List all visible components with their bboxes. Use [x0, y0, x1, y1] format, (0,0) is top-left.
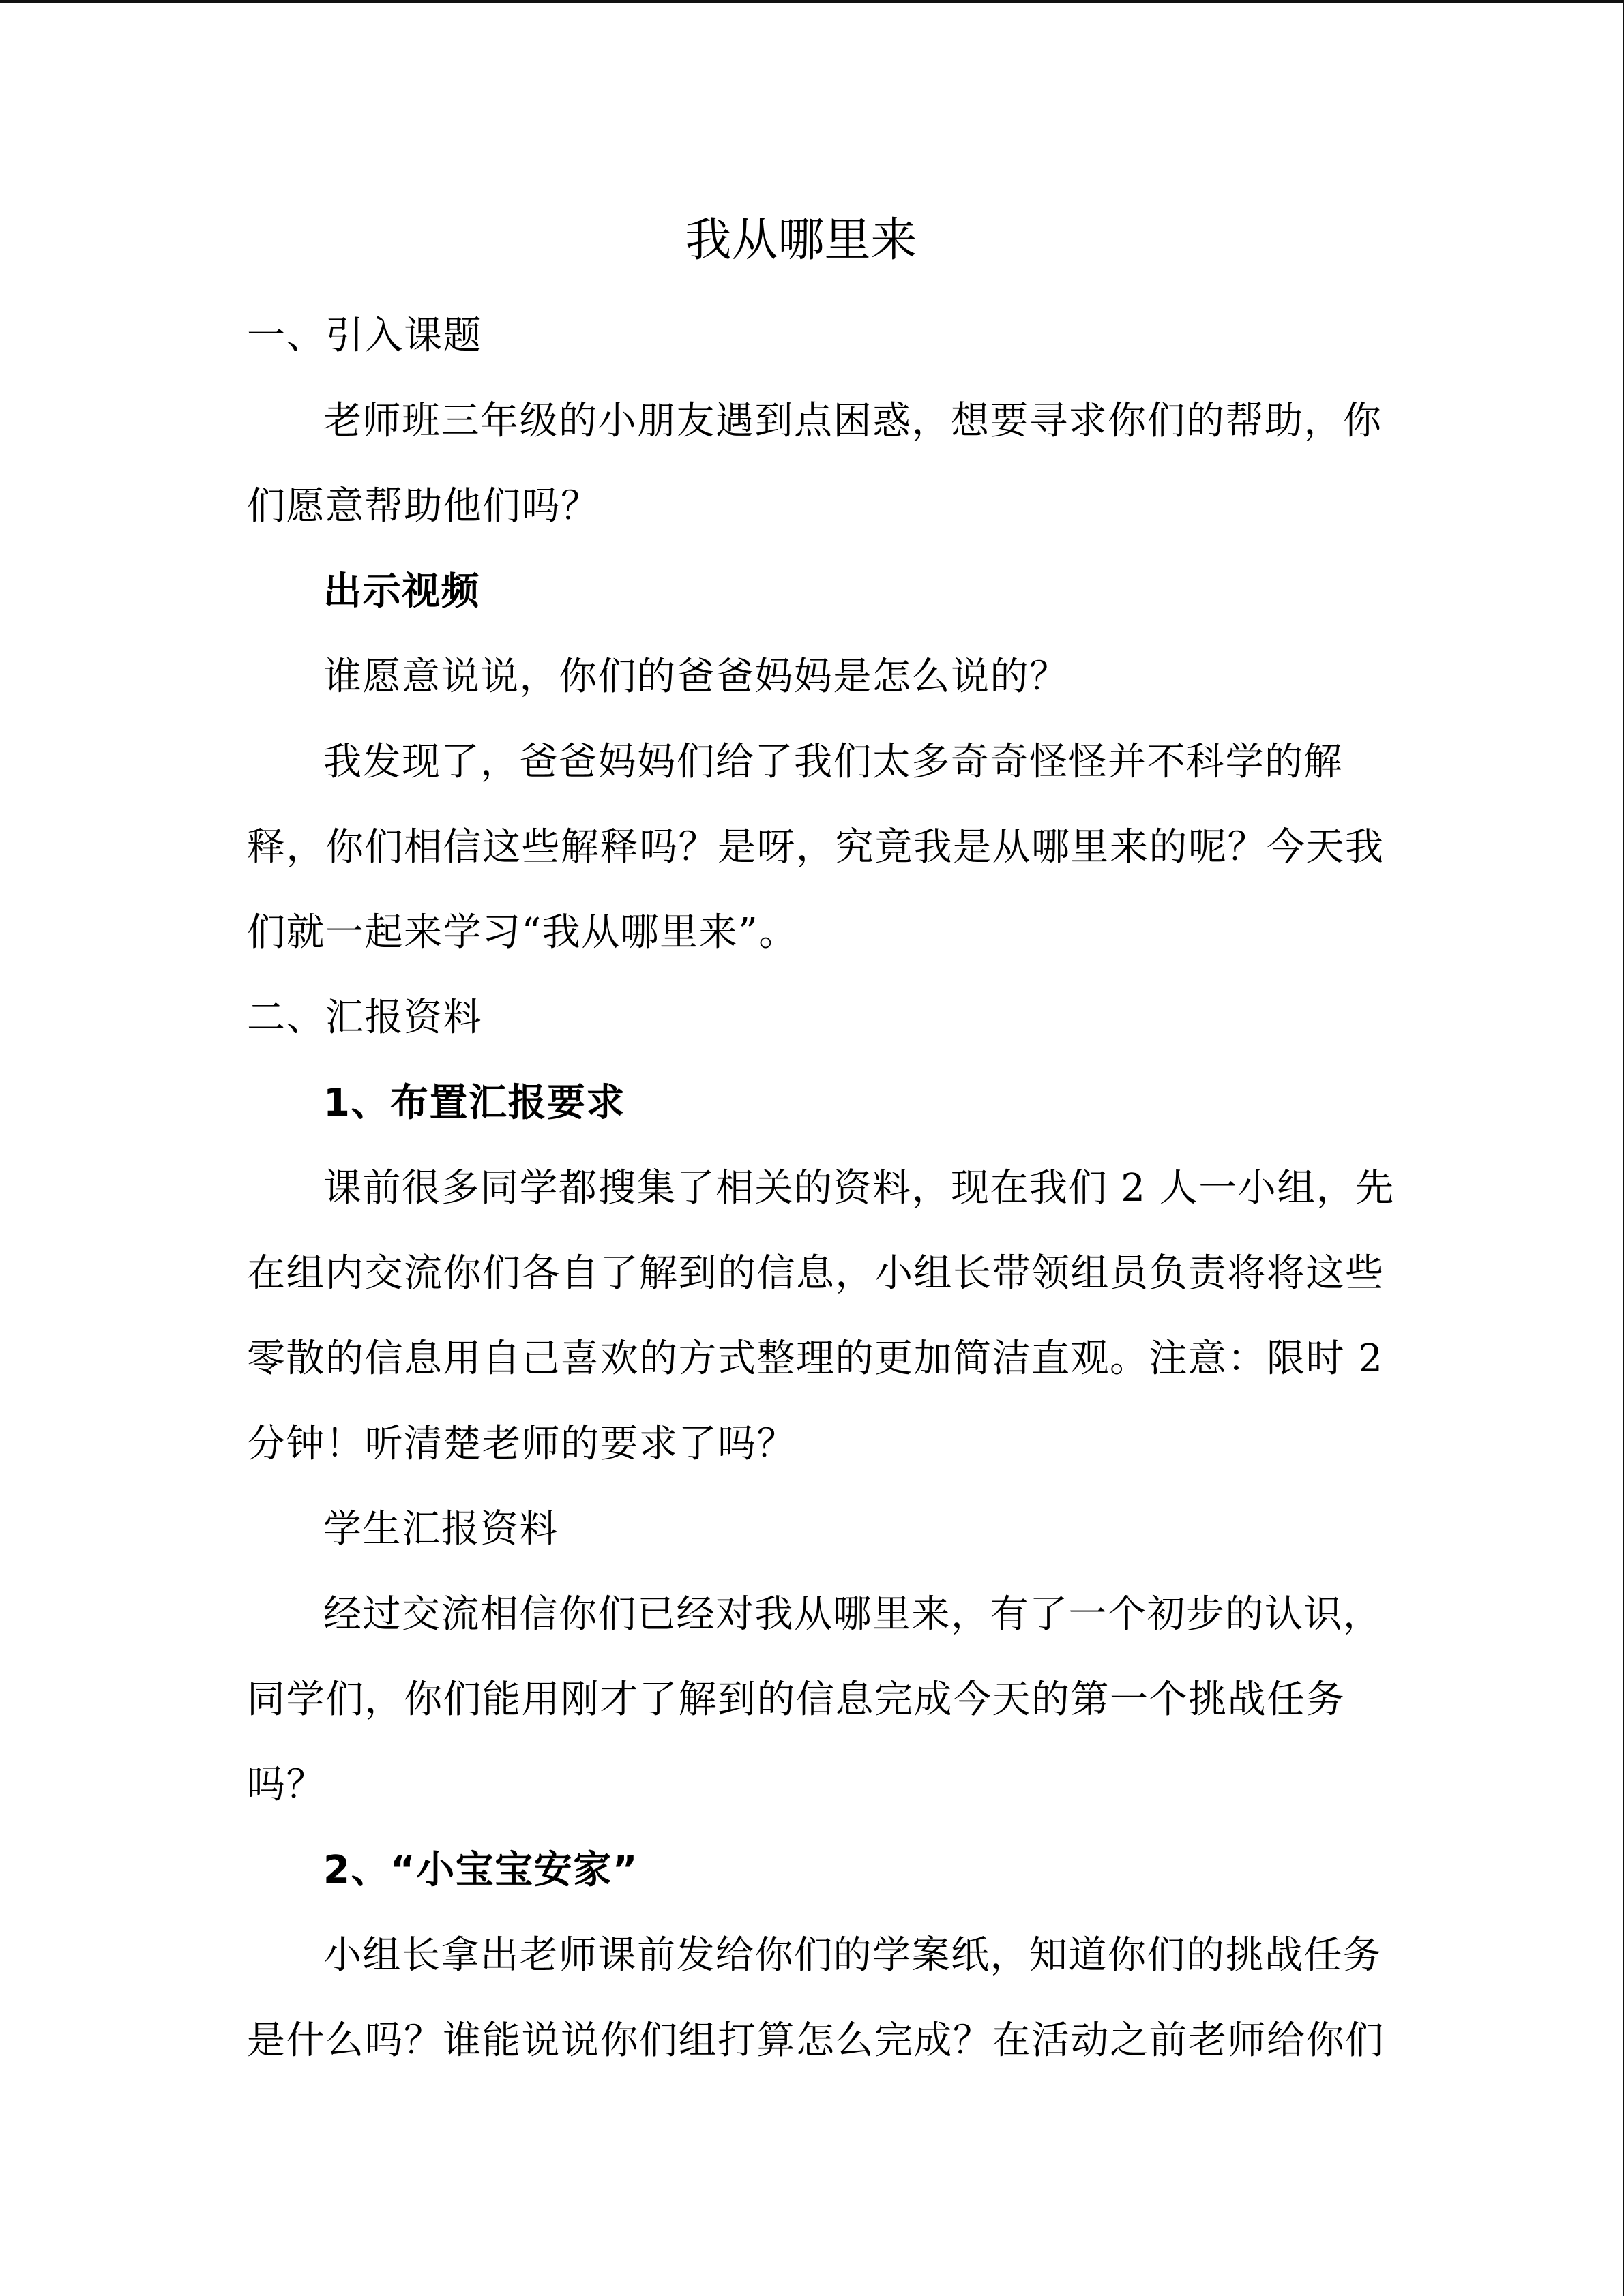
subheading-report-requirements: 1、布置汇报要求 [323, 1081, 625, 1125]
paragraph-line: 吗？ [247, 1763, 325, 1807]
paragraph-line: 小组长拿出老师课前发给你们的学案纸，知道你们的挑战任务 [323, 1933, 1383, 1978]
paragraph-line: 经过交流相信你们已经对我从哪里来，有了一个初步的认识， [323, 1592, 1383, 1637]
document-body [247, 293, 1395, 2083]
subheading-baby-home: 2、“小宝宝安家” [323, 1848, 639, 1892]
paragraph-line: 谁愿意说说，你们的爸爸妈妈是怎么说的？ [323, 655, 1069, 699]
paragraph-line: 分钟！听清楚老师的要求了吗？ [247, 1422, 796, 1466]
paragraph-line: 释，你们相信这些解释吗？是呀，究竟我是从哪里来的呢？今天我 [247, 825, 1385, 869]
paragraph-line: 老师班三年级的小朋友遇到点困惑，想要寻求你们的帮助，你 [323, 399, 1383, 443]
document-title: 我从哪里来 [685, 213, 917, 267]
paragraph-line: 学生汇报资料 [323, 1507, 559, 1551]
paragraph-line: 零散的信息用自己喜欢的方式整理的更加简洁直观。注意：限时 2 [247, 1337, 1384, 1381]
subheading-show-video: 出示视频 [323, 569, 480, 614]
paragraph-line: 们就一起来学习“我从哪里来”。 [247, 910, 798, 955]
paragraph-line: 同学们，你们能用刚才了解到的信息完成今天的第一个挑战任务 [247, 1678, 1345, 1722]
paragraph-line: 我发现了，爸爸妈妈们给了我们太多奇奇怪怪并不科学的解 [323, 740, 1343, 784]
section-heading-2: 二、汇报资料 [247, 996, 482, 1040]
paragraph-line: 是什么吗？谁能说说你们组打算怎么完成？在活动之前老师给你们 [247, 2018, 1385, 2063]
paragraph-line: 在组内交流你们各自了解到的信息，小组长带领组员负责将将这些 [247, 1251, 1385, 1296]
paragraph-line: 们愿意帮助他们吗？ [247, 484, 600, 528]
section-heading-1: 一、引入课题 [247, 314, 482, 358]
paragraph-line: 课前很多同学都搜集了相关的资料，现在我们 2 人一小组，先 [323, 1166, 1395, 1210]
